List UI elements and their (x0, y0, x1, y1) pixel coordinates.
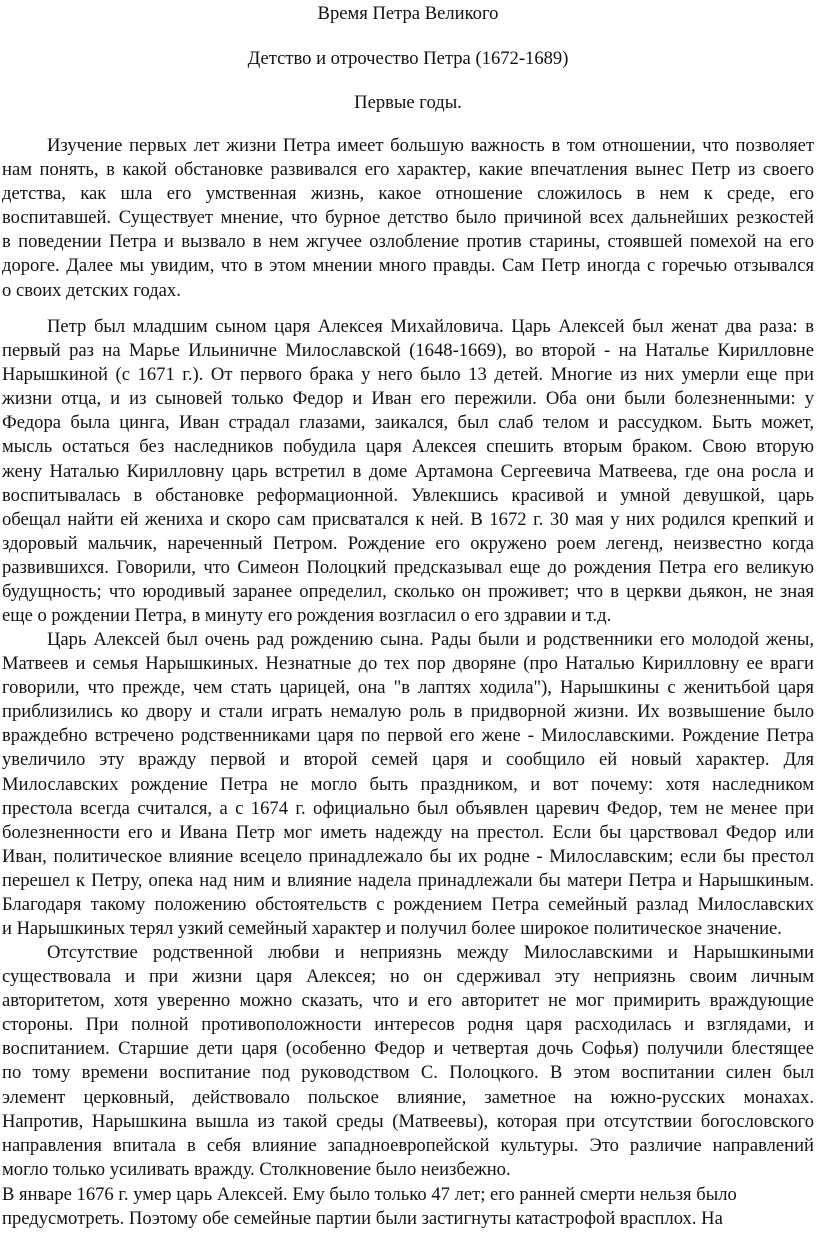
paragraph-line: жену Наталью Кирилловну царь встретил в доме Артамона Сергеевича Матвеева, где она росла и (2, 460, 814, 482)
paragraph-line: Изучение первых лет жизни Петра имеет большую важность в том отношении, что позволяет (47, 135, 814, 156)
paragraph-line: о своих детских годах. (2, 279, 181, 301)
paragraph-line: Матвеев и семья Нарышкиных. Незнатные до тех пор дворяне (про Наталью Кирилловну ее враги (2, 653, 814, 675)
paragraph-line: еще о рождении Петра, в минуту его рождения возгласил о его здравии и т.д. (2, 605, 612, 627)
paragraph-line: болезненности его и Ивана Петр мог иметь надежду на престол. Если бы царствовал Федор или (2, 821, 814, 843)
paragraph-line: дороге. Далее мы увидим, что в этом мнении много правды. Сам Петр иногда с горечью отзывался (2, 255, 814, 277)
paragraph-line: говорили, что прежде, чем стать царицей, она "в лаптях ходила"), Нарышкины с женитьбой царя (2, 677, 814, 699)
paragraph-line: авторитетом, хотя уверенно можно сказать, что и его авторитет не мог примирить враждующие (2, 990, 814, 1012)
paragraph-1 (2, 134, 814, 303)
paragraph-line: Федора была цинга, Иван страдал глазами, заикался, был слаб телом и рассудком. Быть может, (2, 412, 814, 434)
paragraph-2 (2, 315, 814, 628)
paragraph-line: увеличило эту вражду первой и второй семей царя и сообщило ей новый характер. Для (2, 749, 814, 771)
paragraph-4 (2, 941, 814, 1182)
paragraph-line: элемент церковный, действовало польское влияние, заметное на южно-русских монахах. (2, 1086, 814, 1108)
paragraph-line: Иван, политическое влияние всецело принадлежало бы их родне - Милославским; если бы престол (2, 845, 814, 867)
section-title: Первые годы. (354, 92, 462, 113)
paragraph-3 (2, 628, 814, 941)
paragraph-line: воспитавшей. Существует мнение, что бурное детство было причиной всех дальнейших резкостей (2, 207, 814, 229)
paragraph-line: будущность; что юродивый заранее определил, сколько он проживет; что в церкви дьякон, не зная (2, 581, 814, 603)
paragraph-line: первый раз на Марье Ильиничне Милославской (1648-1669), во второй - на Наталье Кирилловне (2, 340, 814, 362)
paragraph-line: нам понять, в какой обстановке развивался его характер, какие впечатления вынес Петр из своего (2, 159, 814, 181)
paragraph-line: предусмотреть. Поэтому обе семейные партии были застигнуты катастрофой врасплох. На (2, 1208, 723, 1230)
paragraph-line: жизни отца, и из сыновей только Федор и Иван его пережили. Оба они были болезненными: у (2, 388, 814, 410)
paragraph-line: Отсутствие родственной любви и неприязнь между Милославскими и Нарышкиными (47, 942, 814, 963)
paragraph-line: развившихся. Говорили, что Симеон Полоцкий предсказывал еще до рождения Петра его великую (2, 556, 814, 578)
paragraph-line: здоровый мальчик, нареченный Петром. Рождение его окружено роем легенд, неизвестно когда (2, 532, 814, 554)
paragraph-line: и Нарышкиных терял узкий семейный характер и получил более широкое политическое значение. (2, 918, 782, 940)
paragraph-line: Царь Алексей был очень рад рождению сына. Рады были и родственники его молодой жены, (47, 629, 814, 650)
paragraph-line: престола всегда считался, а с 1674 г. официально был объявлен царевич Федор, тем не менее при (2, 797, 814, 819)
paragraph-line: Благодаря такому положению обстоятельств с рождением Петра семейный разлад Милославских (2, 894, 814, 916)
paragraph-line: направления впитала в себя влияние западноевропейской культуры. Это различие направлений (2, 1134, 814, 1156)
paragraph-line: по тому времени воспитание под руководством С. Полоцкого. В этом воспитании силен был (2, 1062, 814, 1084)
paragraph-line: могло только усиливать вражду. Столкновение было неизбежно. (2, 1158, 511, 1180)
paragraph-line: Милославских рождение Петра не могло быть праздником, и вот почему: хотя наследником (2, 773, 814, 795)
paragraph-line: воспитанием. Старшие дети царя (особенно Федор и четвертая дочь Софья) получили блестящее (2, 1038, 814, 1060)
paragraph-line: существовала и при жизни царя Алексея; но он сдерживал эту неприязнь своим личным (2, 966, 814, 988)
paragraph-line: детства, как шла его умственная жизнь, какое отношение сложилось в нем к среде, его (2, 183, 814, 205)
paragraph-line: в поведении Петра и вызвало в нем жгучее озлобление против старины, стоявшей помехой на его (2, 231, 814, 253)
paragraph-line: воспитывалась в обстановке реформационной. Увлекшись красивой и умной девушкой, царь (2, 484, 814, 506)
document-title: Время Петра Великого (317, 3, 499, 24)
chapter-title: Детство и отрочество Петра (1672-1689) (247, 48, 569, 69)
paragraph-line: перешел к Петру, опека над ним и влияние надела принадлежали бы матери Петра и Нарышкиным. (2, 869, 814, 891)
paragraph-line: враждебно встречено родственниками царя по первой его жене - Милославскими. Рождение Петра (2, 725, 814, 747)
paragraph-line: Нарышкиной (с 1671 г.). От первого брака у него было 13 детей. Многие из них умерли еще при (2, 364, 814, 386)
paragraph-line: Напротив, Нарышкина вышла из такой среды (Матвеевы), которая при отсутствии богословского (2, 1110, 814, 1132)
paragraph-5 (2, 1183, 814, 1231)
paragraph-line: мысль остаться без наследников побудила царя Алексея спешить вторым браком. Свою вторую (2, 436, 814, 458)
paragraph-line: В январе 1676 г. умер царь Алексей. Ему было только 47 лет; его ранней смерти нельзя было (2, 1184, 737, 1205)
paragraph-line: приблизились ко двору и стали играть немалую роль в придворной жизни. Их возвышение было (2, 701, 814, 723)
paragraph-line: Петр был младшим сыном царя Алексея Михайловича. Царь Алексей был женат два раза: в (47, 316, 814, 337)
paragraph-line: обещал найти ей жениха и скоро сам присватался к ней. В 1672 г. 30 мая у них родился крепкий и (2, 508, 814, 530)
paragraph-line: стороны. При полной противоположности интересов родня царя расходилась и взглядами, и (2, 1014, 814, 1036)
